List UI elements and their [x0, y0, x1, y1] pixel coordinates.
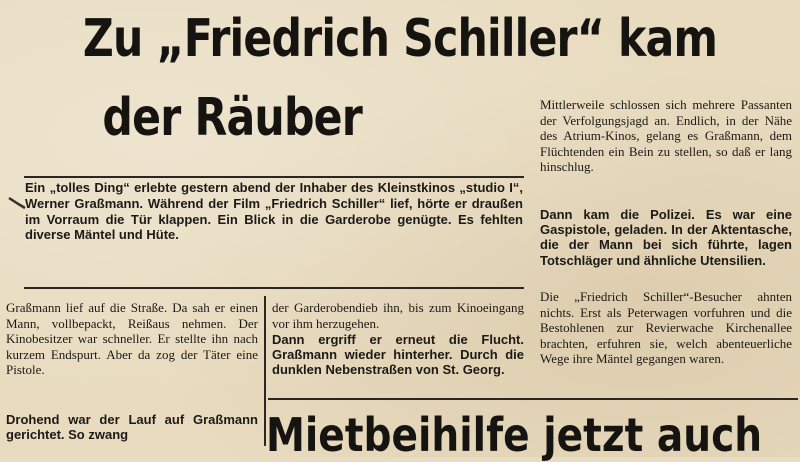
column-2-paragraph-1: der Garderobendieb ihn, bis zum Kinoeingang vor ihm herzugehen. [272, 300, 524, 331]
lead-paragraph: Ein „tolles Ding“ erlebte gestern abend der Inhaber des Kleinstkinos „studio I“, Werner Graßmann. Während der Film „Friedrich Schiller“ lief, hörte er draußen im Vorraum die Tür klappen. Ein Blick in die Garderobe genügte. Es fehlten diverse Mäntel und Hüte. [25, 180, 523, 243]
right-column-paragraph-1: Mittlerweile schlossen sich mehrere Passanten der Verfolgungsjagd an. Endlich, in der Nähe des Atrium-Kinos, gelang es Graßmann, dem Flüchtenden ein Bein zu stellen, so daß er lang hinschlug. [540, 97, 792, 175]
next-article-rule [268, 398, 798, 400]
column-2-paragraph-2: Dann ergriff er erneut die Flucht. Graßmann wieder hinterher. Durch die dunklen Nebenstraßen von St. Georg. [272, 332, 524, 378]
headline-line-1: Zu „Friedrich Schiller“ kam [82, 9, 718, 69]
column-1-paragraph-2: Drohend war der Lauf auf Graßmann gerichtet. So zwang [6, 412, 258, 443]
next-article-headline: Mietbeihilfe jetzt auch [266, 408, 763, 462]
right-column-paragraph-3: Die „Friedrich Schiller“-Besucher ahnten nichts. Erst als Peterwagen vorfuhren und die Bestohlenen zur Revierwache Kirchenallee brachten, erfuhren sie, welch abenteuerliche Wege ihre Mäntel gegangen waren. [540, 289, 792, 367]
lead-bottom-rule [24, 287, 524, 289]
column-1-paragraph-1: Graßmann lief auf die Straße. Da sah er einen Mann, vollbepackt, Reißaus nehmen. Der Kinobesitzer war schneller. Er stellte ihn nach kurzem Endspurt. Aber da zog der Täter eine Pistole. [6, 300, 258, 378]
headline-line-2: der Räuber [102, 88, 362, 148]
lead-top-rule [24, 176, 524, 178]
right-column-paragraph-2: Dann kam die Polizei. Es war eine Gaspistole, geladen. In der Aktentasche, die der Mann bei sich führte, lagen Totschläger und ähnliche Utensilien. [540, 207, 792, 268]
